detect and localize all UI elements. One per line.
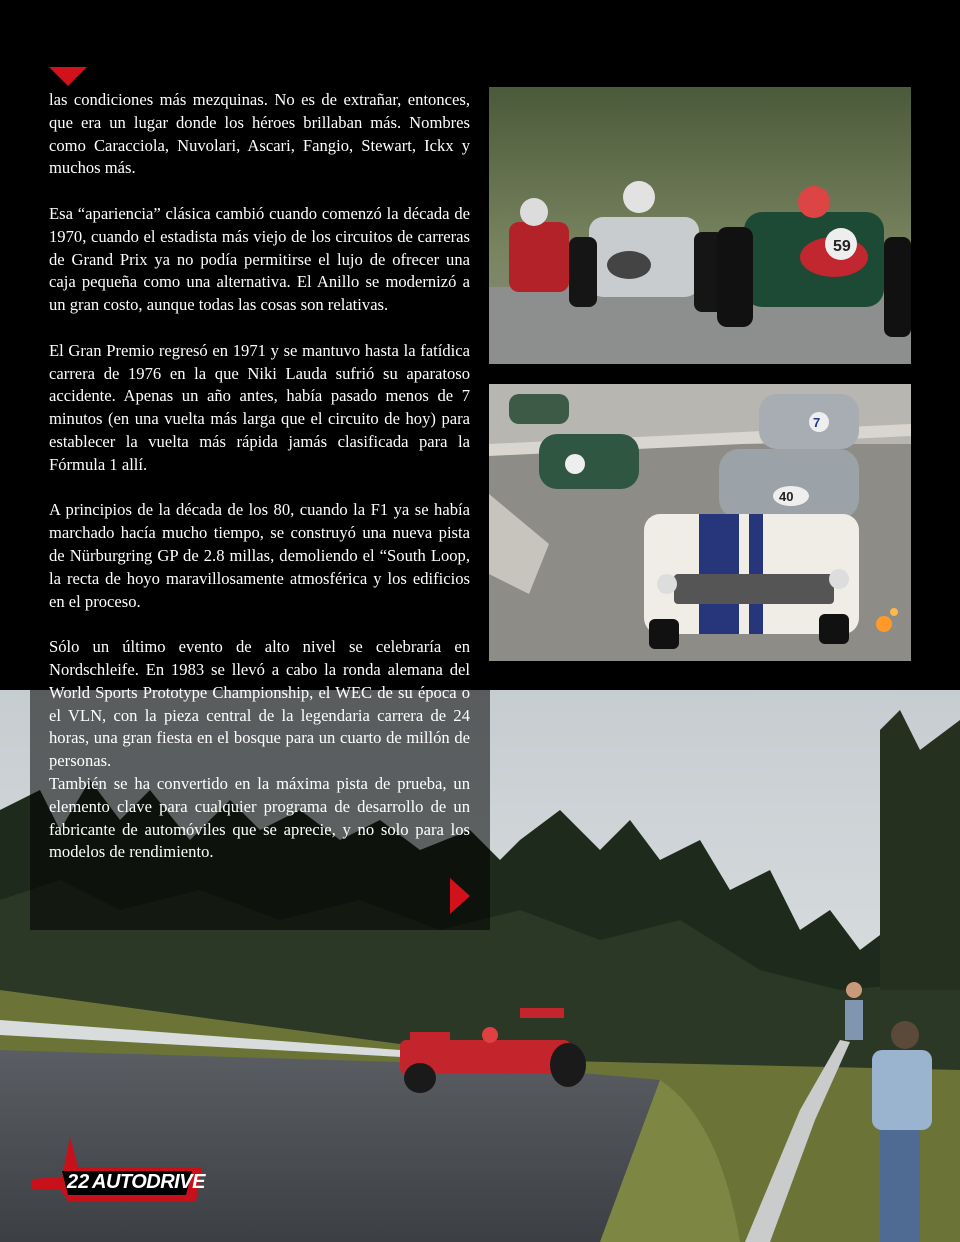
section-marker-down-icon: [49, 67, 87, 86]
article-paragraph-3: El Gran Premio regresó en 1971 y se mantuvo hasta la fatídica carrera de 1976 en la que Niki Lauda sufrió su aparatoso accidente. Apenas un año antes, había pasado menos de 7 minutos (en una vuelta más larga que el circuito de hoy) para establecer la vuelta más rápida jamás clasificada para la Fórmula 1 allí.: [49, 340, 470, 474]
vintage-formula-cars-photo: [489, 87, 911, 364]
car-number-7: 7: [813, 415, 821, 430]
continue-arrow-icon: [450, 878, 470, 914]
article-paragraph-6: También se ha convertido en la máxima pista de prueba, un elemento clave para cualquier programa de desarrollo de un fabricante de automóviles que se aprecie, y no solo para los modelos de rendimiento.: [49, 773, 470, 862]
article-paragraph-4: A principios de la década de los 80, cuando la F1 ya se había marchado hacía mucho tiempo, se construyó una nueva pista de Nürburgring GP de 2.8 millas, demoliendo el “South Loop, la recta de hoyo maravillosamente atmosférica y los edificios en el proceso.: [49, 500, 470, 611]
article-body: [49, 89, 470, 864]
car-number-40: 40: [779, 489, 794, 504]
article-paragraph-1: las condiciones más mezquinas. No es de extrañar, entonces, que era un lugar donde los héroes brillaban más. Nombres como Caracciola, Nuvolari, Ascari, Fangio, Stewart, Ickx y muchos más.: [49, 90, 470, 178]
brand-logo: AUTODRIVE: [92, 1171, 205, 1193]
car-number-59: 59: [833, 238, 851, 255]
article-paragraph-2: Esa “apariencia” clásica cambió cuando comenzó la década de 1970, cuando el estadista más viejo de los circuitos de carreras de Grand Prix ya no podía permitirse el lujo de ofrecer una caja pequeña como una alternativa. El Anillo se modernizó a un gran costo, aunque todas las cosas son relativas.: [49, 203, 470, 315]
page-number: 22: [67, 1171, 90, 1193]
classic-gt-cars-photo: [489, 384, 911, 661]
article-paragraph-5: Sólo un último evento de alto nivel se celebraría en Nordschleife. En 1983 se llevó a cabo la ronda alemana del World Sports Prototype Championship, el WEC de su época o el VLN, con la pieza central de la legendaria carrera de 24 horas, una gran fiesta en el bosque para un cuarto de millón de personas.: [49, 637, 470, 771]
